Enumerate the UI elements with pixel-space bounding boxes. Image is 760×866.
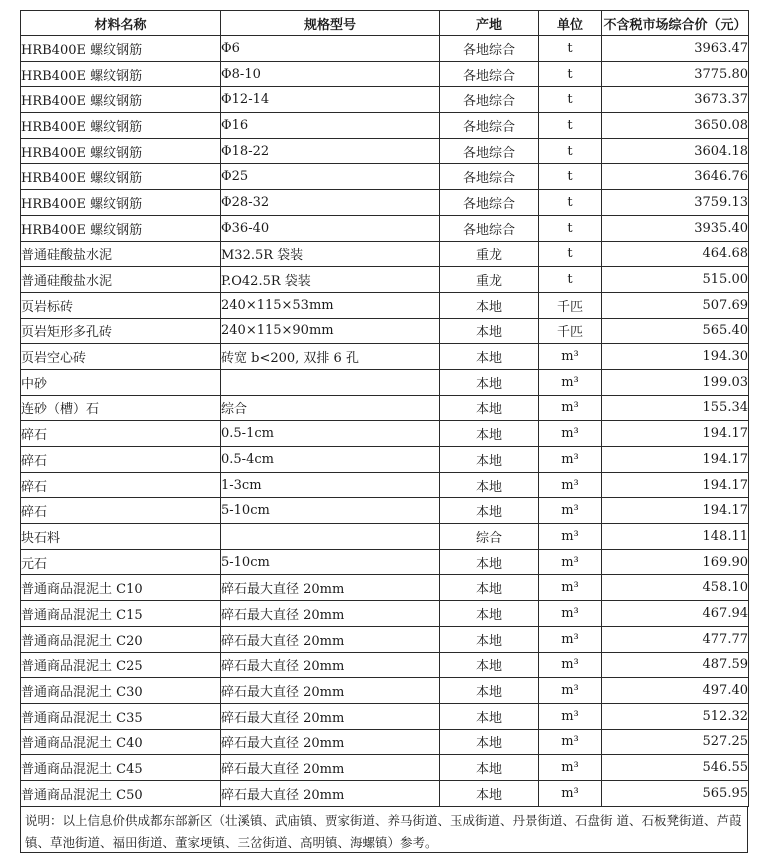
cell-origin: 本地 — [440, 601, 539, 627]
cell-name: 普通商品混泥土 C15 — [21, 601, 221, 627]
cell-spec: 0.5-1cm — [221, 421, 440, 447]
cell-price: 497.40 — [602, 678, 749, 704]
cell-name: HRB400E 螺纹钢筋 — [21, 87, 221, 113]
cell-origin: 本地 — [440, 472, 539, 498]
table-row — [21, 215, 749, 241]
cell-unit: m³ — [539, 472, 602, 498]
cell-price: 3775.80 — [602, 61, 749, 87]
cell-price: 194.30 — [602, 344, 749, 370]
table-row — [21, 292, 749, 318]
cell-spec: Φ18-22 — [221, 138, 440, 164]
cell-unit: t — [539, 61, 602, 87]
cell-spec: 碎石最大直径 20mm — [221, 601, 440, 627]
cell-name: HRB400E 螺纹钢筋 — [21, 138, 221, 164]
cell-spec: 碎石最大直径 20mm — [221, 626, 440, 652]
cell-origin: 各地综合 — [440, 87, 539, 113]
cell-spec: 碎石最大直径 20mm — [221, 780, 440, 806]
cell-spec: 碎石最大直径 20mm — [221, 652, 440, 678]
cell-origin: 本地 — [440, 421, 539, 447]
cell-origin: 重龙 — [440, 241, 539, 267]
cell-spec: Φ8-10 — [221, 61, 440, 87]
cell-price: 155.34 — [602, 395, 749, 421]
cell-unit: m³ — [539, 369, 602, 395]
cell-spec: 0.5-4cm — [221, 447, 440, 473]
table-row — [21, 395, 749, 421]
cell-spec: 砖宽 b<200, 双排 6 孔 — [221, 344, 440, 370]
cell-name: 碎石 — [21, 498, 221, 524]
cell-unit: m³ — [539, 498, 602, 524]
cell-unit: t — [539, 138, 602, 164]
cell-name: 普通商品混泥土 C10 — [21, 575, 221, 601]
cell-origin: 本地 — [440, 755, 539, 781]
cell-name: 连砂（槽）石 — [21, 395, 221, 421]
cell-spec: 碎石最大直径 20mm — [221, 575, 440, 601]
cell-unit: 千匹 — [539, 318, 602, 344]
table-row — [21, 703, 749, 729]
cell-spec: 综合 — [221, 395, 440, 421]
cell-name: 普通商品混泥土 C20 — [21, 626, 221, 652]
cell-price: 194.17 — [602, 421, 749, 447]
cell-name: 普通商品混泥土 C40 — [21, 729, 221, 755]
cell-name: 碎石 — [21, 472, 221, 498]
cell-unit: m³ — [539, 575, 602, 601]
cell-spec — [221, 524, 440, 550]
cell-unit: t — [539, 241, 602, 267]
cell-unit: m³ — [539, 344, 602, 370]
cell-price: 3673.37 — [602, 87, 749, 113]
cell-spec: 碎石最大直径 20mm — [221, 703, 440, 729]
cell-unit: t — [539, 215, 602, 241]
table-row — [21, 87, 749, 113]
cell-unit: m³ — [539, 652, 602, 678]
cell-spec: Φ25 — [221, 164, 440, 190]
cell-name: 页岩空心砖 — [21, 344, 221, 370]
header-spec: 规格型号 — [221, 11, 440, 36]
cell-name: 普通商品混泥土 C25 — [21, 652, 221, 678]
cell-origin: 本地 — [440, 292, 539, 318]
table-row — [21, 729, 749, 755]
cell-spec: Φ6 — [221, 36, 440, 62]
cell-name: HRB400E 螺纹钢筋 — [21, 215, 221, 241]
table-row — [21, 780, 749, 806]
cell-spec: 碎石最大直径 20mm — [221, 678, 440, 704]
table-row — [21, 498, 749, 524]
cell-unit: t — [539, 267, 602, 293]
cell-origin: 各地综合 — [440, 36, 539, 62]
cell-price: 477.77 — [602, 626, 749, 652]
cell-origin: 本地 — [440, 678, 539, 704]
cell-price: 565.95 — [602, 780, 749, 806]
cell-name: 碎石 — [21, 447, 221, 473]
header-row — [21, 11, 749, 36]
cell-origin: 本地 — [440, 344, 539, 370]
cell-price: 3646.76 — [602, 164, 749, 190]
cell-spec: M32.5R 袋装 — [221, 241, 440, 267]
table-row — [21, 678, 749, 704]
cell-name: 页岩标砖 — [21, 292, 221, 318]
cell-price: 464.68 — [602, 241, 749, 267]
cell-origin: 本地 — [440, 549, 539, 575]
cell-name: HRB400E 螺纹钢筋 — [21, 190, 221, 216]
cell-price: 487.59 — [602, 652, 749, 678]
cell-unit: m³ — [539, 601, 602, 627]
cell-origin: 本地 — [440, 652, 539, 678]
table-body — [21, 36, 749, 807]
cell-price: 467.94 — [602, 601, 749, 627]
cell-price: 546.55 — [602, 755, 749, 781]
cell-name: 普通硅酸盐水泥 — [21, 241, 221, 267]
cell-name: 普通商品混泥土 C45 — [21, 755, 221, 781]
cell-origin: 本地 — [440, 369, 539, 395]
cell-unit: m³ — [539, 729, 602, 755]
cell-spec: 240×115×53mm — [221, 292, 440, 318]
cell-unit: t — [539, 190, 602, 216]
cell-spec: Φ12-14 — [221, 87, 440, 113]
table-row — [21, 652, 749, 678]
table-row — [21, 524, 749, 550]
cell-origin: 重龙 — [440, 267, 539, 293]
cell-unit: m³ — [539, 703, 602, 729]
cell-spec — [221, 369, 440, 395]
cell-price: 3650.08 — [602, 113, 749, 139]
cell-unit: t — [539, 36, 602, 62]
table-row — [21, 267, 749, 293]
cell-origin: 本地 — [440, 626, 539, 652]
cell-price: 199.03 — [602, 369, 749, 395]
cell-name: 中砂 — [21, 369, 221, 395]
table-row — [21, 138, 749, 164]
cell-name: 普通商品混泥土 C50 — [21, 780, 221, 806]
footnote: 说明：以上信息价供成都东部新区（壮溪镇、武庙镇、贾家街道、养马街道、玉成街道、丹景街道、石盘街 道、石板凳街道、芦葭镇、草池街道、福田街道、董家埂镇、三岔街道、高明镇、海螺镇）参考。 — [20, 807, 748, 853]
cell-spec: P.O42.5R 袋装 — [221, 267, 440, 293]
cell-name: HRB400E 螺纹钢筋 — [21, 113, 221, 139]
cell-price: 565.40 — [602, 318, 749, 344]
cell-unit: 千匹 — [539, 292, 602, 318]
cell-spec: 5-10cm — [221, 498, 440, 524]
table-row — [21, 164, 749, 190]
cell-spec: Φ16 — [221, 113, 440, 139]
cell-origin: 各地综合 — [440, 215, 539, 241]
header-price: 不含税市场综合价（元） — [602, 11, 749, 36]
cell-unit: t — [539, 164, 602, 190]
cell-name: 普通商品混泥土 C35 — [21, 703, 221, 729]
cell-unit: m³ — [539, 626, 602, 652]
cell-origin: 本地 — [440, 575, 539, 601]
table-row — [21, 447, 749, 473]
price-sheet — [20, 10, 748, 853]
cell-unit: m³ — [539, 524, 602, 550]
table-row — [21, 472, 749, 498]
cell-origin: 本地 — [440, 395, 539, 421]
cell-unit: m³ — [539, 421, 602, 447]
cell-spec: 5-10cm — [221, 549, 440, 575]
cell-price: 3604.18 — [602, 138, 749, 164]
cell-origin: 本地 — [440, 703, 539, 729]
cell-origin: 本地 — [440, 729, 539, 755]
table-row — [21, 626, 749, 652]
table-row — [21, 755, 749, 781]
cell-origin: 本地 — [440, 447, 539, 473]
cell-name: HRB400E 螺纹钢筋 — [21, 164, 221, 190]
cell-unit: t — [539, 87, 602, 113]
cell-price: 515.00 — [602, 267, 749, 293]
cell-name: 元石 — [21, 549, 221, 575]
cell-origin: 本地 — [440, 318, 539, 344]
table-row — [21, 575, 749, 601]
cell-origin: 各地综合 — [440, 190, 539, 216]
cell-price: 3759.13 — [602, 190, 749, 216]
cell-name: 普通硅酸盐水泥 — [21, 267, 221, 293]
cell-price: 3963.47 — [602, 36, 749, 62]
table-row — [21, 190, 749, 216]
cell-price: 527.25 — [602, 729, 749, 755]
cell-origin: 各地综合 — [440, 113, 539, 139]
cell-name: 页岩矩形多孔砖 — [21, 318, 221, 344]
table-row — [21, 113, 749, 139]
cell-unit: t — [539, 113, 602, 139]
cell-spec: Φ36-40 — [221, 215, 440, 241]
table-row — [21, 601, 749, 627]
cell-price: 507.69 — [602, 292, 749, 318]
table-row — [21, 344, 749, 370]
header-unit: 单位 — [539, 11, 602, 36]
cell-name: HRB400E 螺纹钢筋 — [21, 36, 221, 62]
cell-price: 458.10 — [602, 575, 749, 601]
cell-price: 194.17 — [602, 447, 749, 473]
table-row — [21, 549, 749, 575]
header-origin: 产地 — [440, 11, 539, 36]
cell-origin: 本地 — [440, 498, 539, 524]
cell-name: 普通商品混泥土 C30 — [21, 678, 221, 704]
cell-name: 碎石 — [21, 421, 221, 447]
cell-origin: 各地综合 — [440, 61, 539, 87]
table-row — [21, 421, 749, 447]
cell-origin: 本地 — [440, 780, 539, 806]
cell-price: 194.17 — [602, 498, 749, 524]
cell-spec: Φ28-32 — [221, 190, 440, 216]
cell-unit: m³ — [539, 780, 602, 806]
table-row — [21, 318, 749, 344]
table-row — [21, 36, 749, 62]
table-row — [21, 61, 749, 87]
cell-price: 148.11 — [602, 524, 749, 550]
cell-unit: m³ — [539, 755, 602, 781]
cell-origin: 综合 — [440, 524, 539, 550]
price-table — [20, 10, 749, 807]
cell-unit: m³ — [539, 678, 602, 704]
cell-name: HRB400E 螺纹钢筋 — [21, 61, 221, 87]
cell-price: 3935.40 — [602, 215, 749, 241]
header-name: 材料名称 — [21, 11, 221, 36]
cell-unit: m³ — [539, 395, 602, 421]
cell-price: 512.32 — [602, 703, 749, 729]
cell-spec: 碎石最大直径 20mm — [221, 755, 440, 781]
cell-unit: m³ — [539, 549, 602, 575]
cell-spec: 碎石最大直径 20mm — [221, 729, 440, 755]
cell-price: 194.17 — [602, 472, 749, 498]
cell-price: 169.90 — [602, 549, 749, 575]
table-row — [21, 369, 749, 395]
cell-unit: m³ — [539, 447, 602, 473]
table-row — [21, 241, 749, 267]
cell-spec: 240×115×90mm — [221, 318, 440, 344]
cell-origin: 各地综合 — [440, 138, 539, 164]
cell-name: 块石料 — [21, 524, 221, 550]
cell-spec: 1-3cm — [221, 472, 440, 498]
cell-origin: 各地综合 — [440, 164, 539, 190]
